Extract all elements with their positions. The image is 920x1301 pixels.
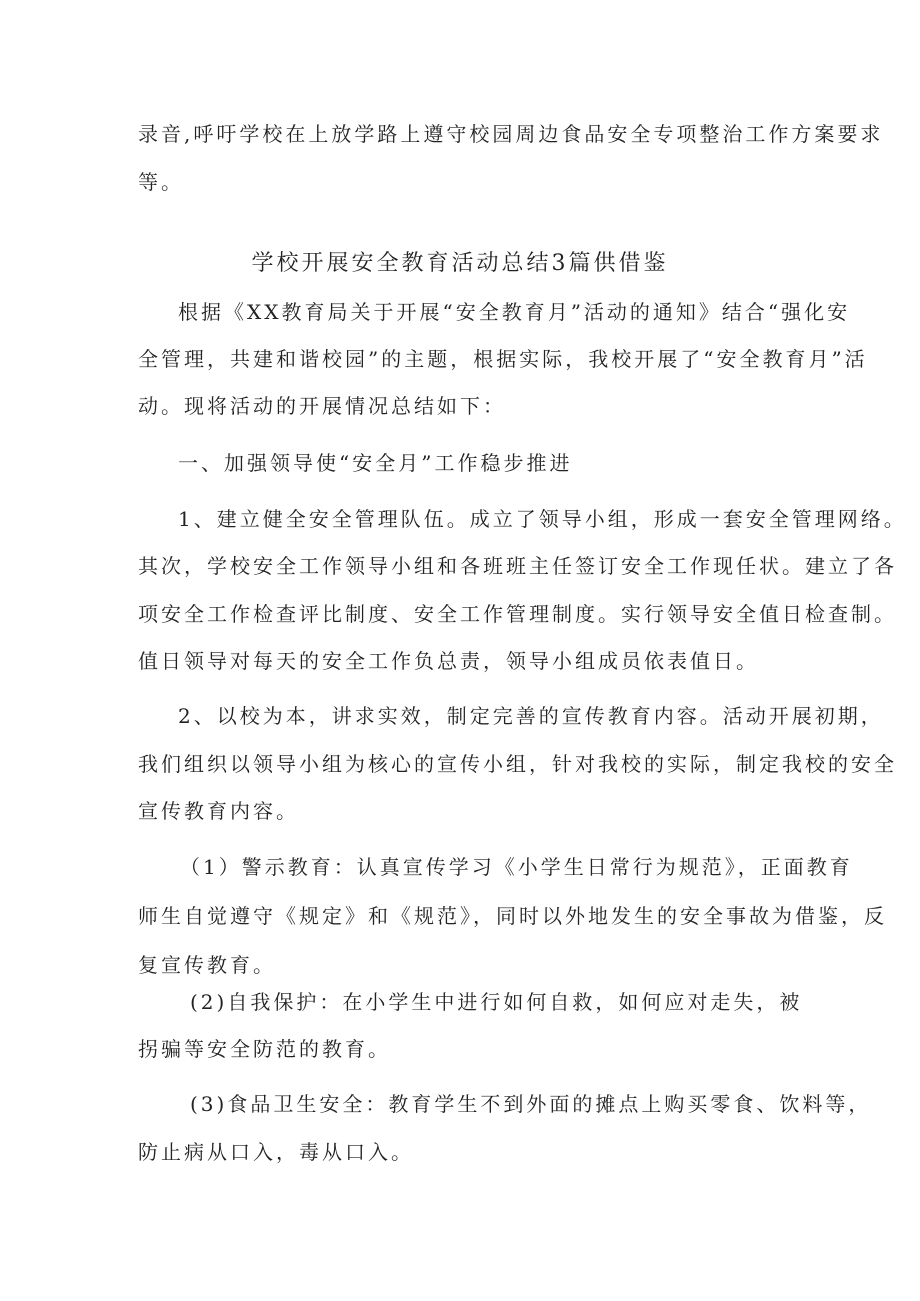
paragraph-line: (2)自我保护：在小学生中进行如何自救，如何应对走失，被 — [190, 990, 803, 1014]
paragraph-line: 项安全工作检查评比制度、安全工作管理制度。实行领导安全值日检查制。 — [138, 602, 897, 626]
paragraph-line: (3)食品卫生安全：教育学生不到外面的摊点上购买零食、饮料等， — [190, 1092, 872, 1116]
paragraph-line: 我们组织以领导小组为核心的宣传小组，针对我校的实际，制定我校的安全 — [138, 752, 897, 776]
paragraph-line: 拐骗等安全防范的教育。 — [138, 1037, 391, 1061]
paragraph-line: 根据《XX教育局关于开展“安全教育月”活动的通知》结合“强化安 — [178, 300, 851, 324]
paragraph-line: 其次，学校安全工作领导小组和各班班主任签订安全工作现任状。建立了各 — [138, 554, 897, 578]
paragraph-line: 2、以校为本，讲求实效，制定完善的宣传教育内容。活动开展初期， — [178, 704, 884, 728]
document-title: 学校开展安全教育活动总结3篇供借鉴 — [251, 251, 669, 276]
paragraph-line: 全管理，共建和谐校园”的主题，根据实际，我校开展了“安全教育月”活 — [138, 347, 868, 371]
paragraph-line: 1、建立健全安全管理队伍。成立了领导小组，形成一套安全管理网络。 — [178, 507, 907, 531]
intro-line-2: 等。 — [138, 170, 184, 194]
intro-line-1: 录音,呼吁学校在上放学路上遵守校园周边食品安全专项整治工作方案要求 — [138, 122, 884, 146]
paragraph-line: 值日领导对每天的安全工作负总责，领导小组成员依表值日。 — [138, 649, 759, 673]
paragraph-line: 师生自觉遵守《规定》和《规范》，同时以外地发生的安全事故为借鉴，反 — [138, 904, 887, 928]
paragraph-line: 复宣传教育。 — [138, 953, 276, 977]
section-heading: 一、加强领导使“安全月”工作稳步推进 — [178, 451, 573, 475]
paragraph-line: 动。现将活动的开展情况总结如下： — [138, 394, 506, 418]
paragraph-line: （1）警示教育：认真宣传学习《小学生日常行为规范》，正面教育 — [180, 855, 853, 879]
paragraph-line: 宣传教育内容。 — [138, 799, 299, 823]
paragraph-line: 防止病从口入，毒从口入。 — [138, 1140, 414, 1164]
